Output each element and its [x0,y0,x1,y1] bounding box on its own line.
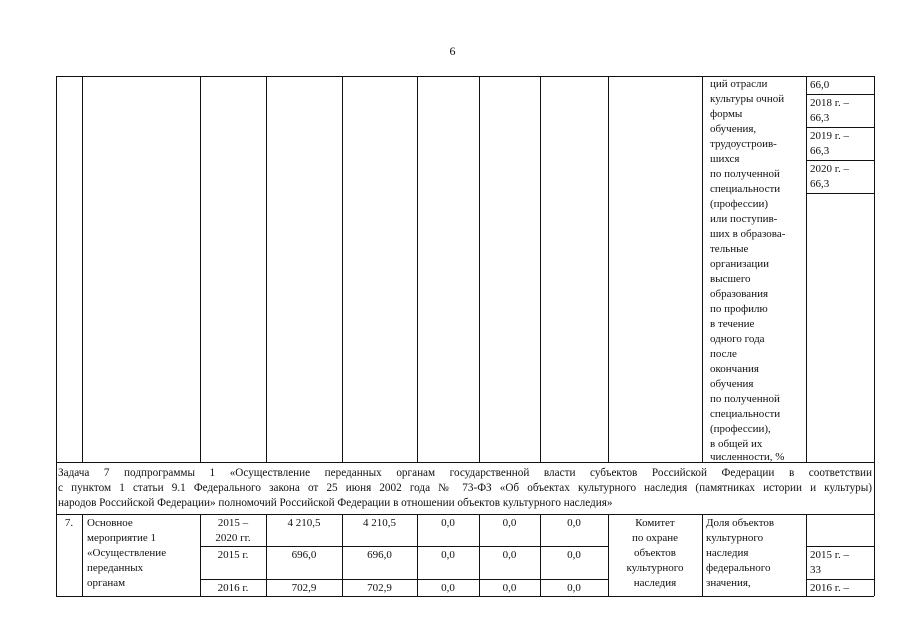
indicator-line: (профессии), [710,423,771,435]
value-cell: 0,0 [567,549,581,561]
task-line: народов Российской Федерации» полномочий Российской Федерации в отношении объектов культурного наследия» [58,497,613,509]
event-line: переданных [87,562,144,574]
row-number: 7. [64,517,74,529]
executor-line: наследия [633,577,677,589]
indicator-line: по профилю [710,303,768,315]
indicator-line: значения, [706,577,751,589]
indicator-value: 2019 г. – [810,130,850,142]
indicator-line: в течение [710,318,755,330]
value-cell: 696,0 [367,549,392,561]
indicator-value: 2015 г. – [810,549,850,561]
value-cell: 0,0 [441,549,455,561]
indicator-value: 33 [810,564,821,576]
value-cell: 0,0 [502,549,517,561]
indicator-line: высшего [710,273,751,285]
value-cell: 0,0 [502,517,517,529]
task-line: Задача 7 подпрограммы 1 «Осуществление переданных органам государственной власти субъектов Российской Федерации в соответствии [58,467,872,479]
period-cell: 2015 г. [217,549,249,561]
indicator-line: трудоустроив- [710,138,777,150]
indicator-line: после [710,348,737,360]
indicator-value: 66,3 [810,178,830,190]
indicator-line: окончания [710,363,759,375]
indicator-line: по полученной [710,168,780,180]
indicator-line: шихся [710,153,740,165]
event-line: органам [87,577,126,589]
indicator-line: (профессии) [710,198,769,210]
value-cell: 0,0 [441,582,455,594]
executor-line: по охране [631,532,678,544]
indicator-line: специальности [710,408,781,420]
indicator-line: федерального [706,562,771,574]
indicator-line: или поступив- [710,213,778,225]
value-cell: 0,0 [502,582,517,594]
value-cell: 0,0 [567,517,581,529]
indicator-line: организации [710,258,770,270]
event-line: Основное [87,517,133,529]
indicator-line: ций отрасли [710,78,768,90]
indicator-value: 2016 г. – [810,582,850,594]
indicator-value: 2018 г. – [810,97,850,109]
indicator-value: 66,3 [810,145,830,157]
indicator-line: ших в образова- [710,228,786,240]
indicator-line: обучения, [710,123,757,135]
period-cell: 2016 г. [217,582,249,594]
indicator-line: культуры очной [710,93,785,105]
indicator-line: специальности [710,183,781,195]
indicator-value: 66,0 [810,79,830,91]
indicator-line: образования [710,288,769,300]
executor-line: объектов [634,547,676,559]
total-cell: 4 210,5 [287,517,321,529]
value-cell: 0,0 [441,517,455,529]
value-cell: 0,0 [567,582,581,594]
event-line: «Осуществление [87,547,167,559]
indicator-line: численности, % [710,451,785,463]
executor-line: культурного [626,562,684,574]
indicator-line: формы [710,108,743,120]
indicator-line: культурного [706,532,764,544]
indicator-value: 2020 г. – [810,163,850,175]
indicator-value: 66,3 [810,112,830,124]
page-number: 6 [449,44,456,58]
indicator-line: наследия [706,547,749,559]
value-cell: 702,9 [367,582,392,594]
period-cell: 2020 гг. [215,532,251,544]
indicator-line: одного года [710,333,765,345]
indicator-line: тельные [710,243,749,255]
total-cell: 702,9 [291,582,317,594]
indicator-line: обучения [710,378,754,390]
executor-line: Комитет [635,517,675,529]
task-line: с пунктом 1 статьи 9.1 Федерального закона от 25 июня 2002 года № 73-ФЗ «Об объектах культурного наследия (памятниках истории и культуры) [58,482,872,494]
indicator-line: Доля объектов [706,517,775,529]
indicator-line: по полученной [710,393,780,405]
value-cell: 4 210,5 [363,517,396,529]
period-cell: 2015 – [217,517,249,529]
event-line: мероприятие 1 [87,532,157,544]
indicator-line: в общей их [710,438,763,450]
total-cell: 696,0 [291,549,317,561]
